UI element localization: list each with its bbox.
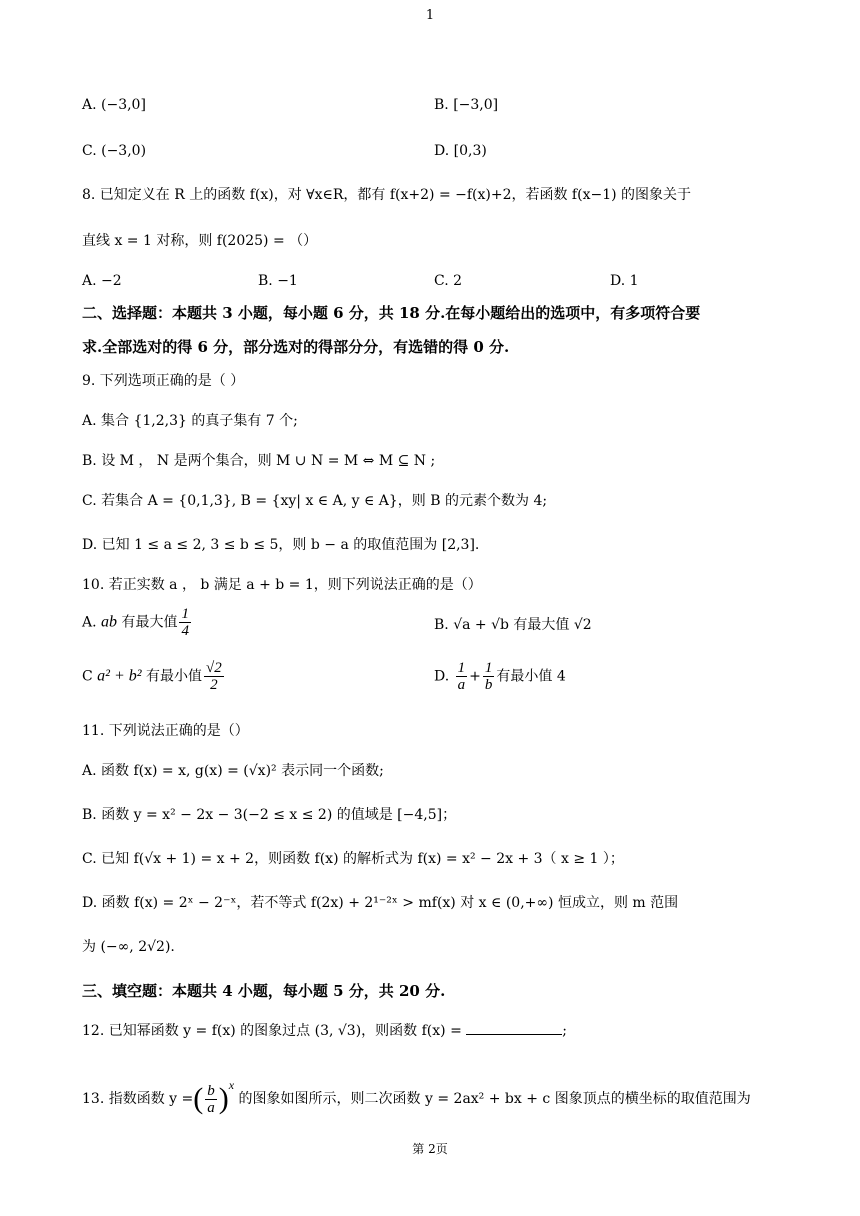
section3-heading: 三、填空题：本题共 4 小题，每小题 5 分，共 20 分.: [82, 982, 446, 1000]
page-footer: 第 2页: [412, 1142, 448, 1156]
q8-option-b: B. −1: [258, 273, 298, 289]
q8-option-d: D. 1: [610, 273, 639, 289]
section2-heading-line1: 二、选择题：本题共 3 小题，每小题 6 分，共 18 分.在每小题给出的选项中，有多项符合要: [82, 304, 701, 322]
q11-option-b: B. 函数 y = x² − 2x − 3(−2 ≤ x ≤ 2) 的值域是 [−4,5]；: [82, 807, 457, 823]
q13-stem: 13. 指数函数 y =( $\frac{b}{a}$ )$^x$ 的图象如图所示，则二次函数 y = 2ax² + bx + c 图象顶点的横坐标的取值范围为: [82, 1078, 751, 1116]
q7-option-a: A. (−3,0]: [82, 97, 146, 113]
q9-stem: 9. 下列选项正确的是（ ）: [82, 373, 245, 389]
q10-option-d: D. $\frac{1}{a}$ + $\frac{1}{b}$ 有最小值 4: [434, 660, 566, 693]
q10-a-fraction: $\frac{1}{4}$: [181, 606, 189, 639]
q12-stem: 12. 已知幂函数 y = f(x) 的图象过点 (3, √3)，则函数 f(x) = ;: [82, 1020, 567, 1042]
q8-option-a: A. −2: [82, 273, 122, 289]
q9-option-a: A. 集合 {1,2,3} 的真子集有 7 个;: [82, 413, 298, 429]
q10-d-fraction-2: $\frac{1}{b}$: [484, 660, 493, 693]
q12-answer-blank: [466, 1020, 562, 1035]
q9-option-d: D. 已知 1 ≤ a ≤ 2, 3 ≤ b ≤ 5，则 b − a 的取值范围为 [2,3].: [82, 537, 480, 553]
section2-heading-line2: 求.全部选对的得 6 分，部分选对的得部分分，有选错的得 0 分.: [82, 338, 510, 356]
q9-option-b: B. 设 M ， N 是两个集合，则 M ∪ N = M ⇔ M ⊆ N ;: [82, 453, 436, 469]
q11-option-c: C. 已知 f(√x + 1) = x + 2，则函数 f(x) 的解析式为 f(x) = x² − 2x + 3（ x ≥ 1 ）；: [82, 851, 624, 867]
q11-stem: 11. 下列说法正确的是（）: [82, 723, 249, 739]
q8-stem-line1: 8. 已知定义在 R 上的函数 f(x)，对 ∀x∈R，都有 f(x+2) = −f(x)+2，若函数 f(x−1) 的图象关于: [82, 187, 692, 203]
q10-option-b: B. √a + √b 有最大值 √2: [434, 617, 592, 633]
q11-option-d-line1: D. 函数 f(x) = 2ˣ − 2⁻ˣ，若不等式 f(2x) + 2¹⁻²ˣ > mf(x) 对 x ∈ (0,+∞) 恒成立，则 m 范围: [82, 895, 679, 911]
q8-option-c: C. 2: [434, 273, 463, 289]
q10-option-c: C a² + b² 有最小值 $\frac{√2}{2}$: [82, 660, 222, 693]
q11-option-a: A. 函数 f(x) = x, g(x) = (√x)² 表示同一个函数;: [82, 763, 384, 779]
q13-fraction: $\frac{b}{a}$: [207, 1082, 215, 1116]
q10-option-a: A. ab 有最大值 $\frac{1}{4}$: [82, 606, 189, 639]
page-top-number: 1: [425, 8, 435, 23]
q11-option-d-line2: 为 (−∞, 2√2).: [82, 939, 175, 955]
q9-option-c: C. 若集合 A = {0,1,3}, B = {xy| x ∈ A, y ∈ A}，则 B 的元素个数为 4;: [82, 493, 548, 509]
q10-c-fraction: $\frac{√2}{2}$: [206, 660, 222, 693]
q10-stem: 10. 若正实数 a ， b 满足 a + b = 1，则下列说法正确的是（）: [82, 577, 482, 593]
q7-option-b: B. [−3,0]: [434, 97, 499, 113]
q7-option-d: D. [0,3): [434, 143, 487, 159]
q8-stem-line2: 直线 x = 1 对称，则 f(2025) = （）: [82, 233, 318, 249]
q10-d-fraction-1: $\frac{1}{a}$: [457, 660, 466, 693]
q7-option-c: C. (−3,0): [82, 143, 147, 159]
